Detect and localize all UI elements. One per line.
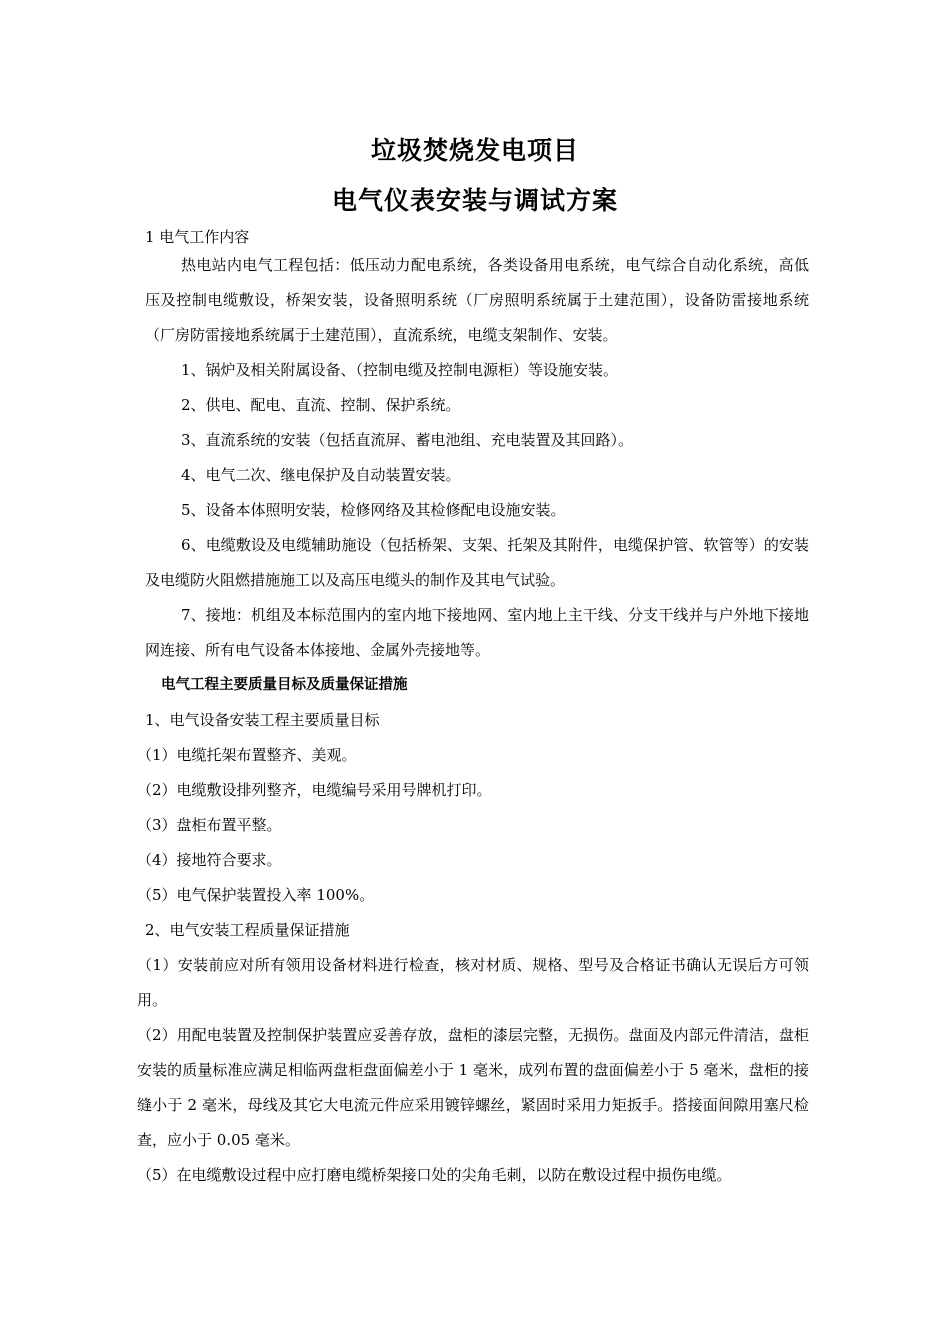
list-item: （4）接地符合要求。: [137, 851, 282, 869]
list-item: 6、电缆敷设及电缆辅助施设（包括桥架、支架、托架及其附件，电缆保护管、软管等）的安装及电缆防火阻燃措施施工以及高压电缆头的制作及其电气试验。: [145, 536, 809, 589]
list-item: （1）电缆托架布置整齐、美观。: [137, 746, 357, 764]
list-item: （2）用配电装置及控制保护装置应妥善存放，盘柜的漆层完整，无损伤。盘面及内部元件清洁，盘柜安装的质量标准应满足相临两盘柜盘面偏差小于 1 毫米，成列布置的盘面偏差小于 5 毫米，盘柜的接缝小于 2 毫米，母线及其它大电流元件应采用镀锌螺丝，紧固时采用力矩扳手。搭接面间隙用塞尺检查，应小于 0.05 毫米。: [137, 1026, 809, 1149]
document-title: 垃圾焚烧发电项目: [370, 136, 579, 165]
document-subtitle: 电气仪表安装与调试方案: [331, 186, 618, 215]
intro-paragraph: 热电站内电气工程包括：低压动力配电系统，各类设备用电系统，电气综合自动化系统，高低压及控制电缆敷设，桥架安装，设备照明系统（厂房照明系统属于土建范围），设备防雷接地系统（厂房防雷接地系统属于土建范围），直流系统，电缆支架制作、安装。: [145, 256, 809, 344]
subsection-heading: 1、电气设备安装工程主要质量目标: [145, 711, 380, 729]
section-heading: 电气工程主要质量目标及质量保证措施: [161, 677, 408, 693]
subsection-heading: 2、电气安装工程质量保证措施: [145, 921, 350, 939]
list-item: 2、供电、配电、直流、控制、保护系统。: [181, 396, 461, 414]
document-body: [137, 226, 809, 1193]
section-heading: 1 电气工作内容: [145, 228, 250, 246]
list-item: 4、电气二次、继电保护及自动装置安装。: [181, 466, 461, 484]
list-item: （1）安装前应对所有领用设备材料进行检查，核对材质、规格、型号及合格证书确认无误后方可领用。: [137, 956, 809, 1009]
list-item: （5）电气保护装置投入率 100%。: [137, 886, 375, 904]
list-item: 1、锅炉及相关附属设备、（控制电缆及控制电源柜）等设施安装。: [181, 361, 619, 379]
list-item: 5、设备本体照明安装，检修网络及其检修配电设施安装。: [181, 501, 566, 519]
list-item: 7、接地：机组及本标范围内的室内地下接地网、室内地上主干线、分支干线并与户外地下接地网连接、所有电气设备本体接地、金属外壳接地等。: [145, 606, 809, 659]
list-item: （3）盘柜布置平整。: [137, 816, 282, 834]
list-item: 3、直流系统的安装（包括直流屏、蓄电池组、充电装置及其回路）。: [181, 431, 634, 449]
list-item: （5）在电缆敷设过程中应打磨电缆桥架接口处的尖角毛刺，以防在敷设过程中损伤电缆。: [137, 1166, 732, 1184]
list-item: （2）电缆敷设排列整齐，电缆编号采用号牌机打印。: [137, 781, 492, 799]
